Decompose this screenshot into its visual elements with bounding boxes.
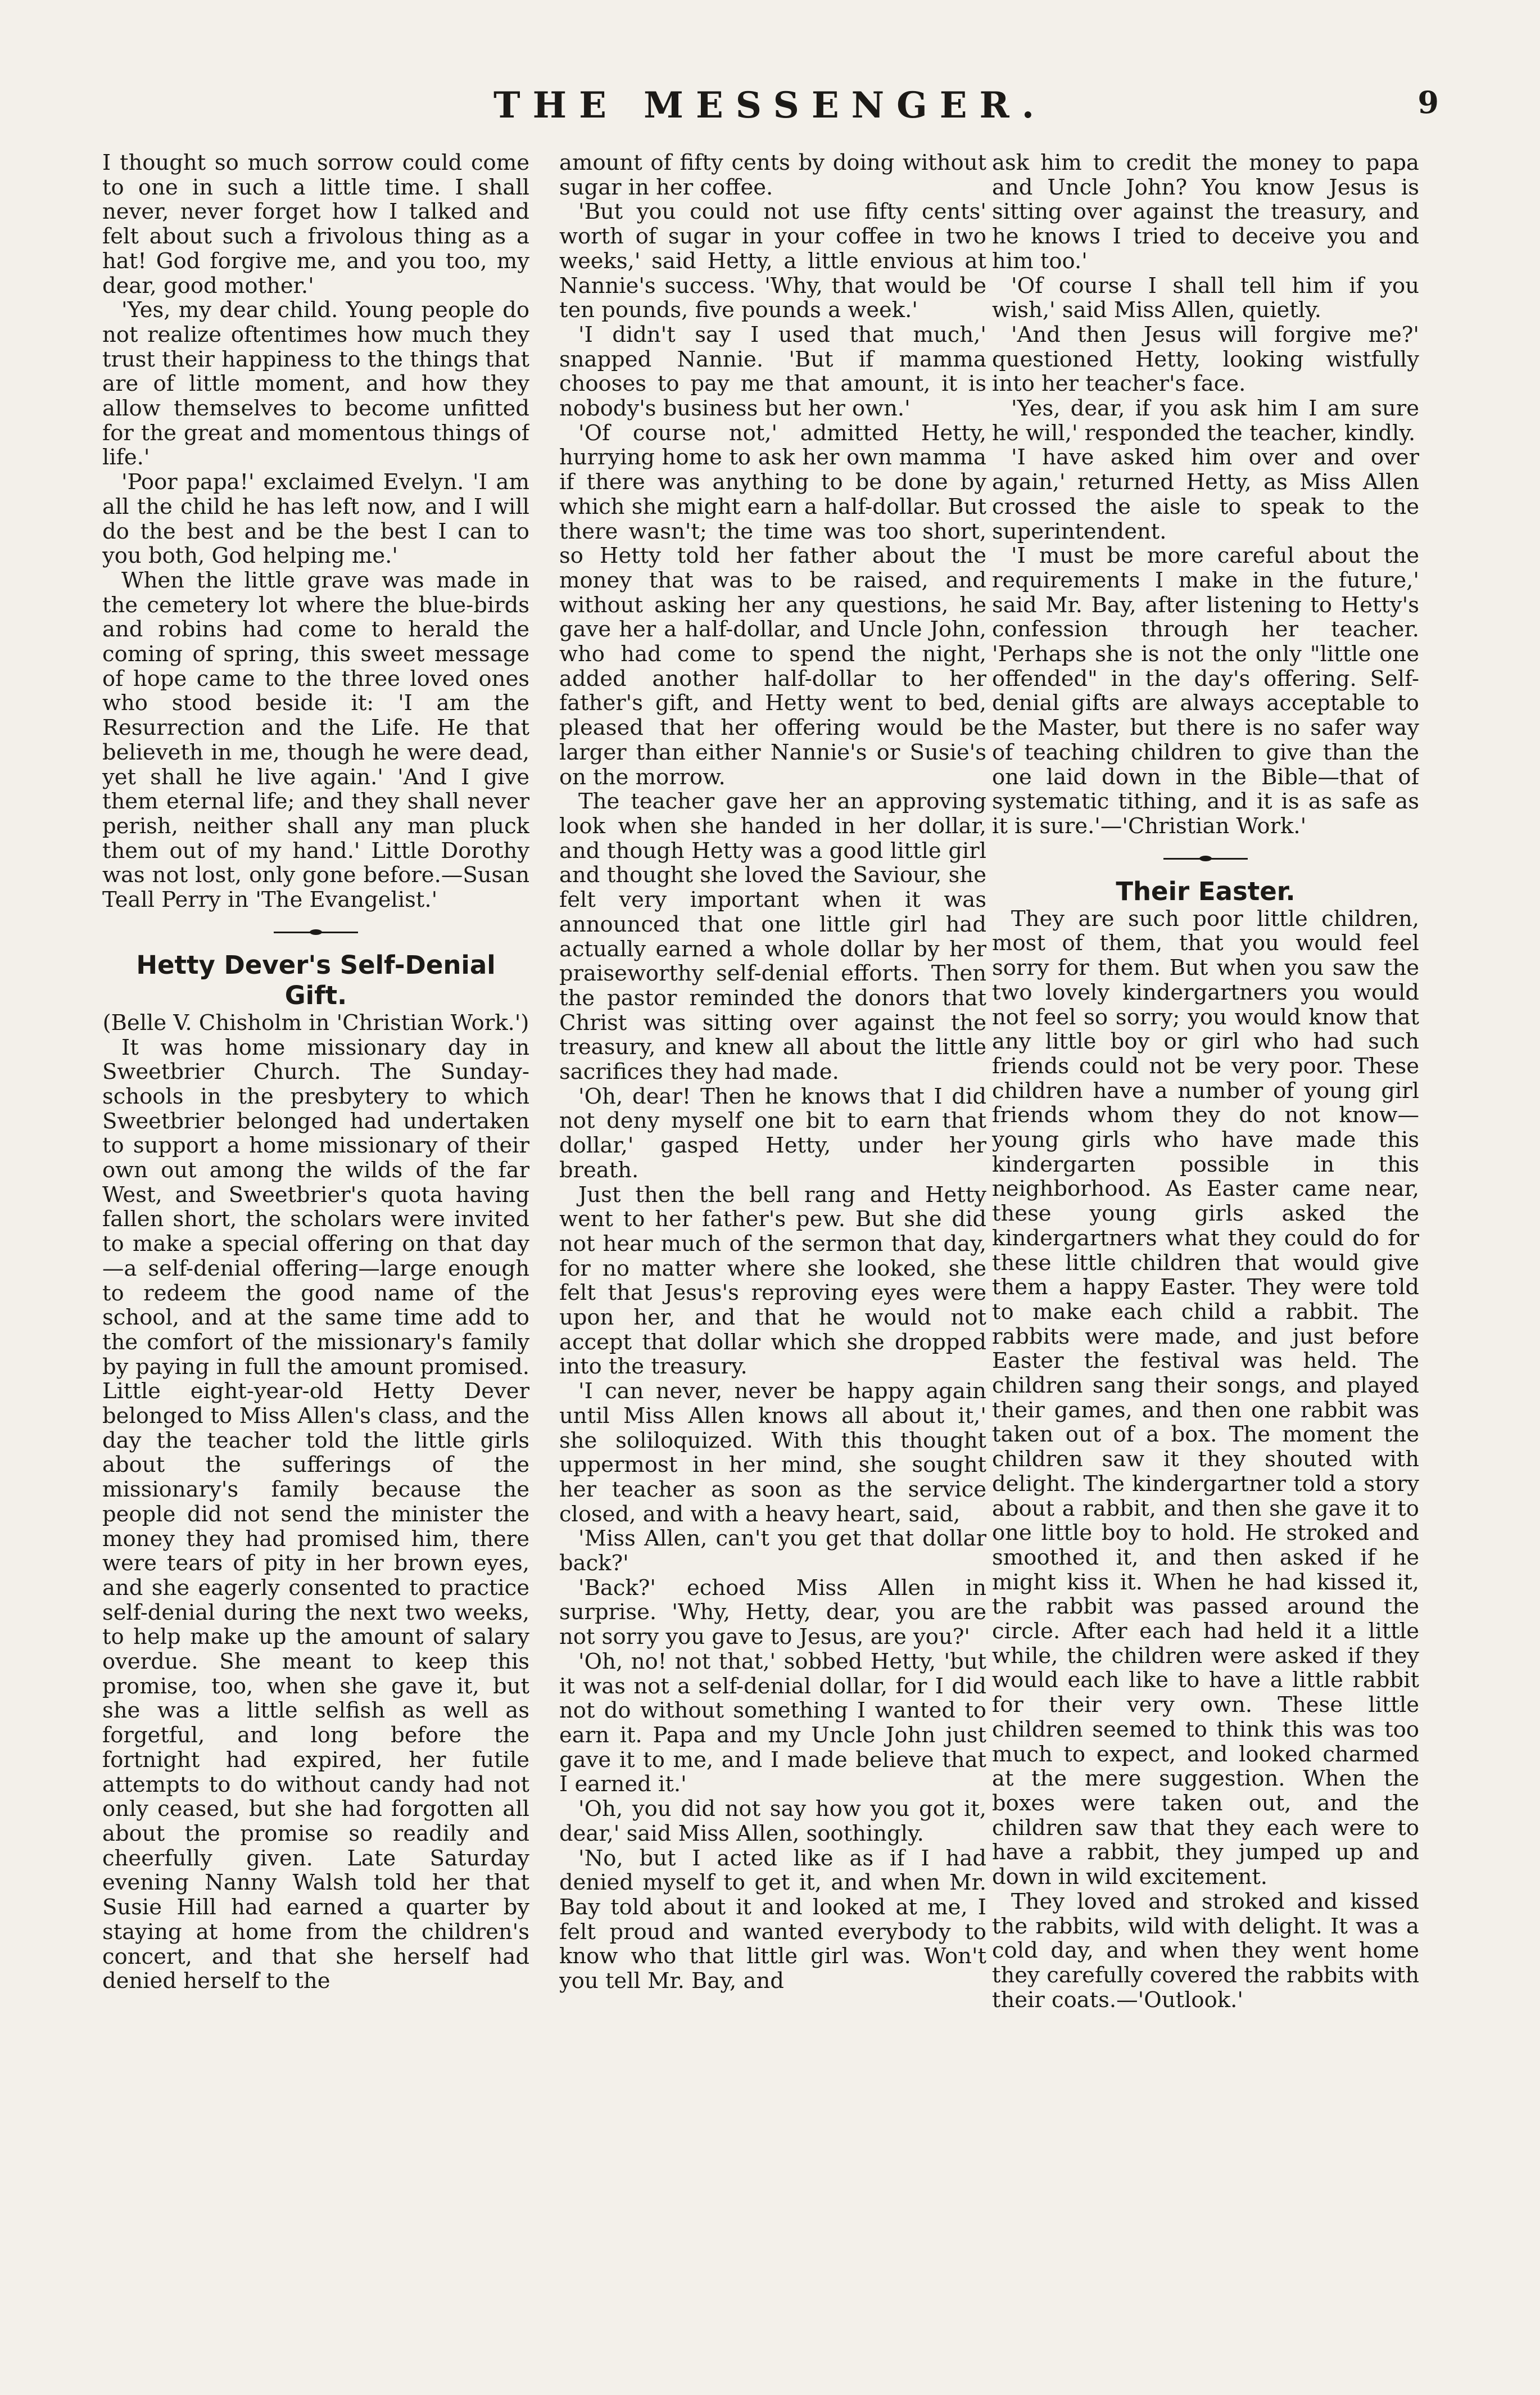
paragraph: 'Yes, my dear child. Young people do not realize oftentimes how much they trust their happiness to the things that are of little moment, and how they allow themselves to become unfitted for the great and momentous things of life.' (102, 297, 529, 471)
paragraph: 'And then Jesus will forgive me?' questioned Hetty, looking wistfully into her teacher's face. (992, 322, 1419, 397)
column-3 (992, 151, 1419, 2332)
page-number: 9 (1417, 84, 1439, 120)
paragraph: 'I have asked him over and over again,' returned Hetty, as Miss Allen crossed the aisle to speak to the superintendent. (992, 445, 1419, 544)
paragraph: 'Oh, you did not say how you got it, dear,' said Miss Allen, soothingly. (559, 1796, 986, 1846)
paragraph: When the little grave was made in the cemetery lot where the blue-birds and robins had come to herald the coming of spring, this sweet message of hope came to the three loved ones who stood beside it: 'I am the Resurrection and the Life. He that believeth in me, though he were dead, yet shall he live again.' 'And I give them eternal life; and they shall never perish, neither shall any man pluck them out of my hand.' Little Dorothy was not lost, only gone before.—Susan Teall Perry in 'The Evangelist.' (102, 567, 529, 913)
paragraph: 'Oh, dear! Then he knows that I did not deny myself one bit to earn that dollar,' gasped Hetty, under her breath. (559, 1083, 986, 1183)
paragraph: 'Yes, dear, if you ask him I am sure he will,' responded the teacher, kindly. (992, 396, 1419, 446)
paragraph: 'Oh, no! not that,' sobbed Hetty, 'but it was not a self-denial dollar, for I did not do without something I wanted to earn it. Papa and my Uncle John just gave it to me, and I made believe that I earned it.' (559, 1648, 986, 1797)
paragraph: 'I didn't say I used that much,' snapped Nannie. 'But if mamma chooses to pay me that amount, it is nobody's business but her own.' (559, 322, 986, 422)
paragraph: 'But you could not use fifty cents' worth of sugar in your coffee in two weeks,' said Hetty, a little envious at Nannie's success. 'Why, that would be ten pounds, five pounds a week.' (559, 199, 986, 323)
section-divider (274, 932, 358, 933)
paragraph: They loved and stroked and kissed the rabbits, wild with delight. It was a cold day, and when they went home they carefully covered the rabbits with their coats.—'Outlook.' (992, 1888, 1419, 2013)
paragraph: 'Poor papa!' exclaimed Evelyn. 'I am all the child he has left now, and I will do the best and be the best I can to you both, God helping me.' (102, 469, 529, 569)
paragraph: 'Miss Allen, can't you get that dollar back?' (559, 1526, 986, 1576)
paragraph: 'No, but I acted like as if I had denied myself to get it, and when Mr. Bay told about it and looked at me, I felt proud and wanted everybody to know who that little girl was. Won't you tell Mr. Bay, and (559, 1845, 986, 1994)
paragraph: 'Of course not,' admitted Hetty, hurrying home to ask her own mamma if there was anything to be done by which she might earn a half-dollar. But there wasn't; the time was too short, so Hetty told her father about the money that was to be raised, and without asking her any questions, he gave her a half-dollar, and Uncle John, who had come to spend the night, added another half-dollar to her father's gift, and Hetty went to bed, pleased that her offering would be larger than either Nannie's or Susie's on the morrow. (559, 420, 986, 790)
paragraph: 'Back?' echoed Miss Allen in surprise. 'Why, Hetty, dear, you are not sorry you gave to Jesus, are you?' (559, 1575, 986, 1650)
paragraph: I thought so much sorrow could come to one in such a little time. I shall never, never forget how I talked and felt about such a frivolous thing as a hat! God forgive me, and you too, my dear, good mother.' (102, 151, 529, 299)
newspaper-title: THE MESSENGER. (493, 84, 1047, 126)
masthead (101, 84, 1439, 146)
paragraph: 'I can never, never be happy again until Miss Allen knows all about it,' she soliloquized. With this thought uppermost in her mind, she sought her teacher as soon as the service closed, and with a heavy heart, said, (559, 1379, 986, 1527)
section-divider (1163, 858, 1248, 860)
paragraph: Just then the bell rang and Hetty went to her father's pew. But she did not hear much of the sermon that day, for no matter where she looked, she felt that Jesus's reproving eyes were upon her, and that he would not accept that dollar which she dropped into the treasury. (559, 1182, 986, 1380)
article-heading: Their Easter. (1116, 876, 1296, 906)
column-1 (102, 151, 529, 2332)
column-2 (559, 151, 986, 2332)
paragraph: The teacher gave her an approving look when she handed in her dollar, and though Hetty was a good little girl and thought she loved the Saviour, she felt very important when it was announced that one little girl had actually earned a whole dollar by her praiseworthy self-denial efforts. Then the pastor reminded the donors that Christ was sitting over against the treasury, and knew all about the little sacrifices they had made. (559, 789, 986, 1085)
paragraph: 'I must be more careful about the requirements I make in the future,' said Mr. Bay, after listening to Hetty's confession through her teacher. 'Perhaps she is not the only "little one offended" in the day's offering. Self-denial gifts are always acceptable to the Master, but there is no safer way of teaching children to give than the one laid down in the Bible—that of systematic tithing, and it is as safe as it is sure.'—'Christian Work.' (992, 543, 1419, 839)
paragraph: 'Of course I shall tell him if you wish,' said Miss Allen, quietly. (992, 273, 1419, 323)
paragraph: It was home missionary day in Sweetbrier Church. The Sunday-schools in the presbytery to which Sweetbrier belonged had undertaken to support a home missionary of their own out among the wilds of the far West, and Sweetbrier's quota having fallen short, the scholars were invited to make a special offering on that day—a self-denial offering—large enough to redeem the good name of the school, and at the same time add to the comfort of the missionary's family by paying in full the amount promised. Little eight-year-old Hetty Dever belonged to Miss Allen's class, and the day the teacher told the little girls about the sufferings of the missionary's family because the people did not send the minister the money they had promised him, there were tears of pity in her brown eyes, and she eagerly consented to practice self-denial during the next two weeks, to help make up the amount of salary overdue. She meant to keep this promise, too, when she gave it, but she was a little selfish as well as forgetful, and long before the fortnight had expired, her futile attempts to do without candy had not only ceased, but she had forgotten all about the promise so readily and cheerfully given. Late Saturday evening Nanny Walsh told her that Susie Hill had earned a quarter by staying at home from the children's concert, and that she herself had denied herself to the (102, 1034, 529, 1994)
article-heading: Hetty Dever's Self-Denial Gift. (136, 950, 496, 1010)
paragraph: amount of fifty cents by doing without sugar in her coffee. (559, 151, 986, 200)
article-byline: (Belle V. Chisholm in 'Christian Work.') (102, 1010, 529, 1036)
paragraph: They are such poor little children, most of them, that you would feel sorry for them. But when you saw the two lovely kindergartners you would not feel so sorry; you would know that any little boy or girl who had such friends could not be very poor. These children have a number of young girl friends whom they do not know—young girls who have made this kindergarten possible in this neighborhood. As Easter came near, these young girls asked the kindergartners what they could do for these little children that would give them a happy Easter. They were told to make each child a rabbit. The rabbits were made, and just before Easter the festival was held. The children sang their songs, and played their games, and then one rabbit was taken out of a box. The moment the children saw it they shouted with delight. The kindergartner told a story about a rabbit, and then she gave it to one little boy to hold. He stroked and smoothed it, and then asked if he might kiss it. When he had kissed it, the rabbit was passed around the circle. After each had held it a little while, the children were asked if they would each like to have a little rabbit for their very own. These little children seemed to think this was too much to expect, and looked charmed at the mere suggestion. When the boxes were taken out, and the children saw that they each were to have a rabbit, they jumped up and down in wild excitement. (992, 906, 1419, 1890)
paragraph: ask him to credit the money to papa and Uncle John? You know Jesus is sitting over against the treasury, and he knows I tried to deceive you and him too.' (992, 151, 1419, 274)
